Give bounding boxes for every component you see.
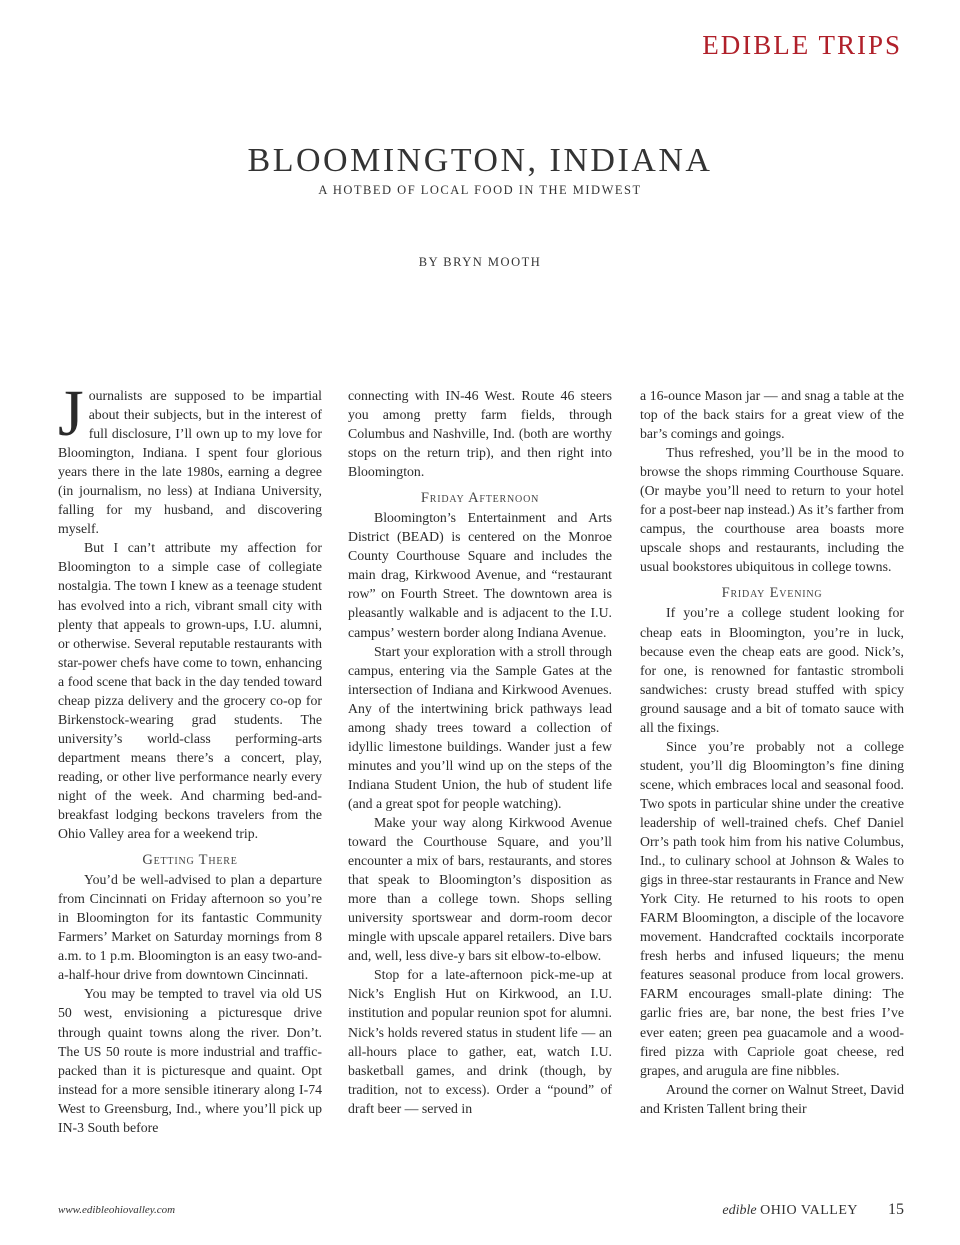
- subheading: Getting There: [142, 852, 238, 869]
- paragraph: Start your exploration with a stroll through campus, entering via the Sample Gates at the intersection of Indiana and Kirkwood Avenues. Any of the intertwining brick pathways lead among shady trees toward a collection of idyllic limestone buildings. Wander just a few minutes and you’ll wind up on the steps of the Indiana Student Union, the hub of student life (and a great spot for people watching).: [348, 643, 612, 811]
- paragraph: Stop for a late-afternoon pick-me-up at Nick’s English Hut on Kirkwood, an I.U. institution and popular reunion spot for alumni. Nick’s holds revered status in student life — an all-hours place to gather, eat, watch I.U. basketball games, and drink (though, by tradition, not to excess). Order a “pound” of draft beer — served in: [348, 967, 612, 1116]
- article-column-3: [640, 386, 904, 1118]
- footer-brand: [722, 1203, 858, 1219]
- paragraph: Bloomington’s Entertainment and Arts District (BEAD) is centered on the Monroe County Courthouse Square and includes the main drag, Kirkwood Avenue, and “restaurant row” on Fourth Street. The downtown area is pleasantly walkable and is adjacent to the I.U. campus’ western border along Indiana Avenue.: [348, 510, 612, 640]
- paragraph: You’d be well-advised to plan a departure from Cincinnati on Friday afternoon so you’re in Bloomington for its fantastic Community Farmers’ Market on Saturday mornings from 8 a.m. to 1 p.m. Bloomington is an easy two-and-a-half-hour drive from downtown Cincinnati.: [58, 872, 322, 983]
- footer-publication: [722, 1201, 904, 1219]
- paragraph: connecting with IN-46 West. Route 46 steers you among pretty farm fields, through Columbus and Nashville, Ind. (both are worthy stops on the return trip), and then right into Bloomington.: [348, 388, 612, 480]
- footer-brand-caps: OHIO VALLEY: [760, 1203, 858, 1218]
- paragraph: [58, 377, 322, 538]
- paragraph: But I can’t attribute my affection for Bloomington to a simple case of collegiate nostalgia. The town I knew as a teenage student has evolved into a rich, vibrant small city with plenty that appeals to grown-ups, I.U. alumni, or otherwise. Several reputable restaurants with star-power chefs have come to town, enhancing a food scene that back in the day tended toward cheap pizza delivery and the grocery co-op for Birkenstock-wearing grad students. The university’s world-class performing-arts department means there’s a concert, play, reading, or other live performance nearly every night of the week. And charming bed-and-breakfast lodging beckons travelers from the Ohio Valley area for a weekend trip.: [58, 540, 322, 842]
- drop-cap: J: [58, 377, 84, 450]
- paragraph: If you’re a college student looking for cheap eats in Bloomington, you’re in luck, because even the cheap eats are good. Nick’s, for one, is renowned for fantastic stromboli sandwiches: crusty bread stuffed with spicy ground sausage and a bit of tomato sauce with all the fixings.: [640, 605, 904, 735]
- section-label: EDIBLE TRIPS: [702, 30, 902, 60]
- subheading: Friday Evening: [721, 585, 823, 602]
- article-subtitle: A HOTBED OF LOCAL FOOD IN THE MIDWEST: [318, 183, 642, 197]
- footer-website-link[interactable]: www.edibleohiovalley.com: [58, 1204, 176, 1216]
- page-number: 15: [888, 1201, 904, 1218]
- byline: BY BRYN MOOTH: [418, 255, 542, 269]
- footer-brand-italic: edible: [722, 1203, 757, 1218]
- article-column-1: [58, 377, 322, 1137]
- subheading: Friday Afternoon: [420, 490, 540, 507]
- paragraph: Since you’re probably not a college student, you’ll dig Bloomington’s fine dining scene, which embraces local and seasonal food. Two spots in particular shine under the creative leadership of well-trained chefs. Chef Daniel Orr’s path took him from his native Columbus, Ind., to culinary school at Johnson & Wales to gigs in three-star restaurants in France and New York City. He returned to his roots to open FARM Bloomington, a disciple of the locavore movement. Handcrafted cocktails incorporate fresh herbs and infused liqueurs; the menu features seasonal produce from local growers. FARM encourages small-plate dining: The garlic fries are, bar none, the best fries I’ve ever eaten; green pea guacamole and a wood-fired pizza with Capriole goat cheese, red grapes, and arugula are fine nibbles.: [640, 738, 904, 1078]
- paragraph: Thus refreshed, you’ll be in the mood to browse the shops rimming Courthouse Square. (Or maybe you’ll need to return to your hotel for a post-beer nap instead.) As it’s farther from campus, the courthouse area boasts more upscale shops and restaurants, including the usual bookstores ubiquitous in college towns.: [640, 445, 904, 575]
- paragraph: Make your way along Kirkwood Avenue toward the Courthouse Square, and you’ll encounter a mix of bars, restaurants, and stores that speak to Bloomington’s disposition as more than a college town. Shops selling university sportswear and dorm-room decor mingle with upscale apparel retailers. Dive bars and, well, less dive-y bars sit elbow-to-elbow.: [348, 814, 612, 964]
- paragraph: a 16-ounce Mason jar — and snag a table at the top of the back stairs for a great view of the bar’s comings and goings.: [640, 388, 904, 442]
- paragraph: Around the corner on Walnut Street, David and Kristen Tallent bring their: [640, 1081, 904, 1116]
- article-column-2: [348, 386, 612, 1118]
- paragraph-text: ournalists are supposed to be impartial about their subjects, but in the interest of full disclosure, I’ll own up to my love for Bloomington, Indiana. I spent four glorious years there in the late 1980s, earning a degree (in journalism, no less) at Indiana University, falling for my husband, and discovering myself.: [58, 388, 322, 537]
- paragraph: You may be tempted to travel via old US 50 west, envisioning a picturesque drive through quaint towns along the river. Don’t. The US 50 route is more industrial and traffic-packed than it is picturesque and quaint. Opt instead for a more sensible itinerary along I-74 West to Greensburg, Ind., where you’ll pick up IN-3 South before: [58, 986, 322, 1135]
- article-title: BLOOMINGTON, INDIANA: [247, 142, 713, 179]
